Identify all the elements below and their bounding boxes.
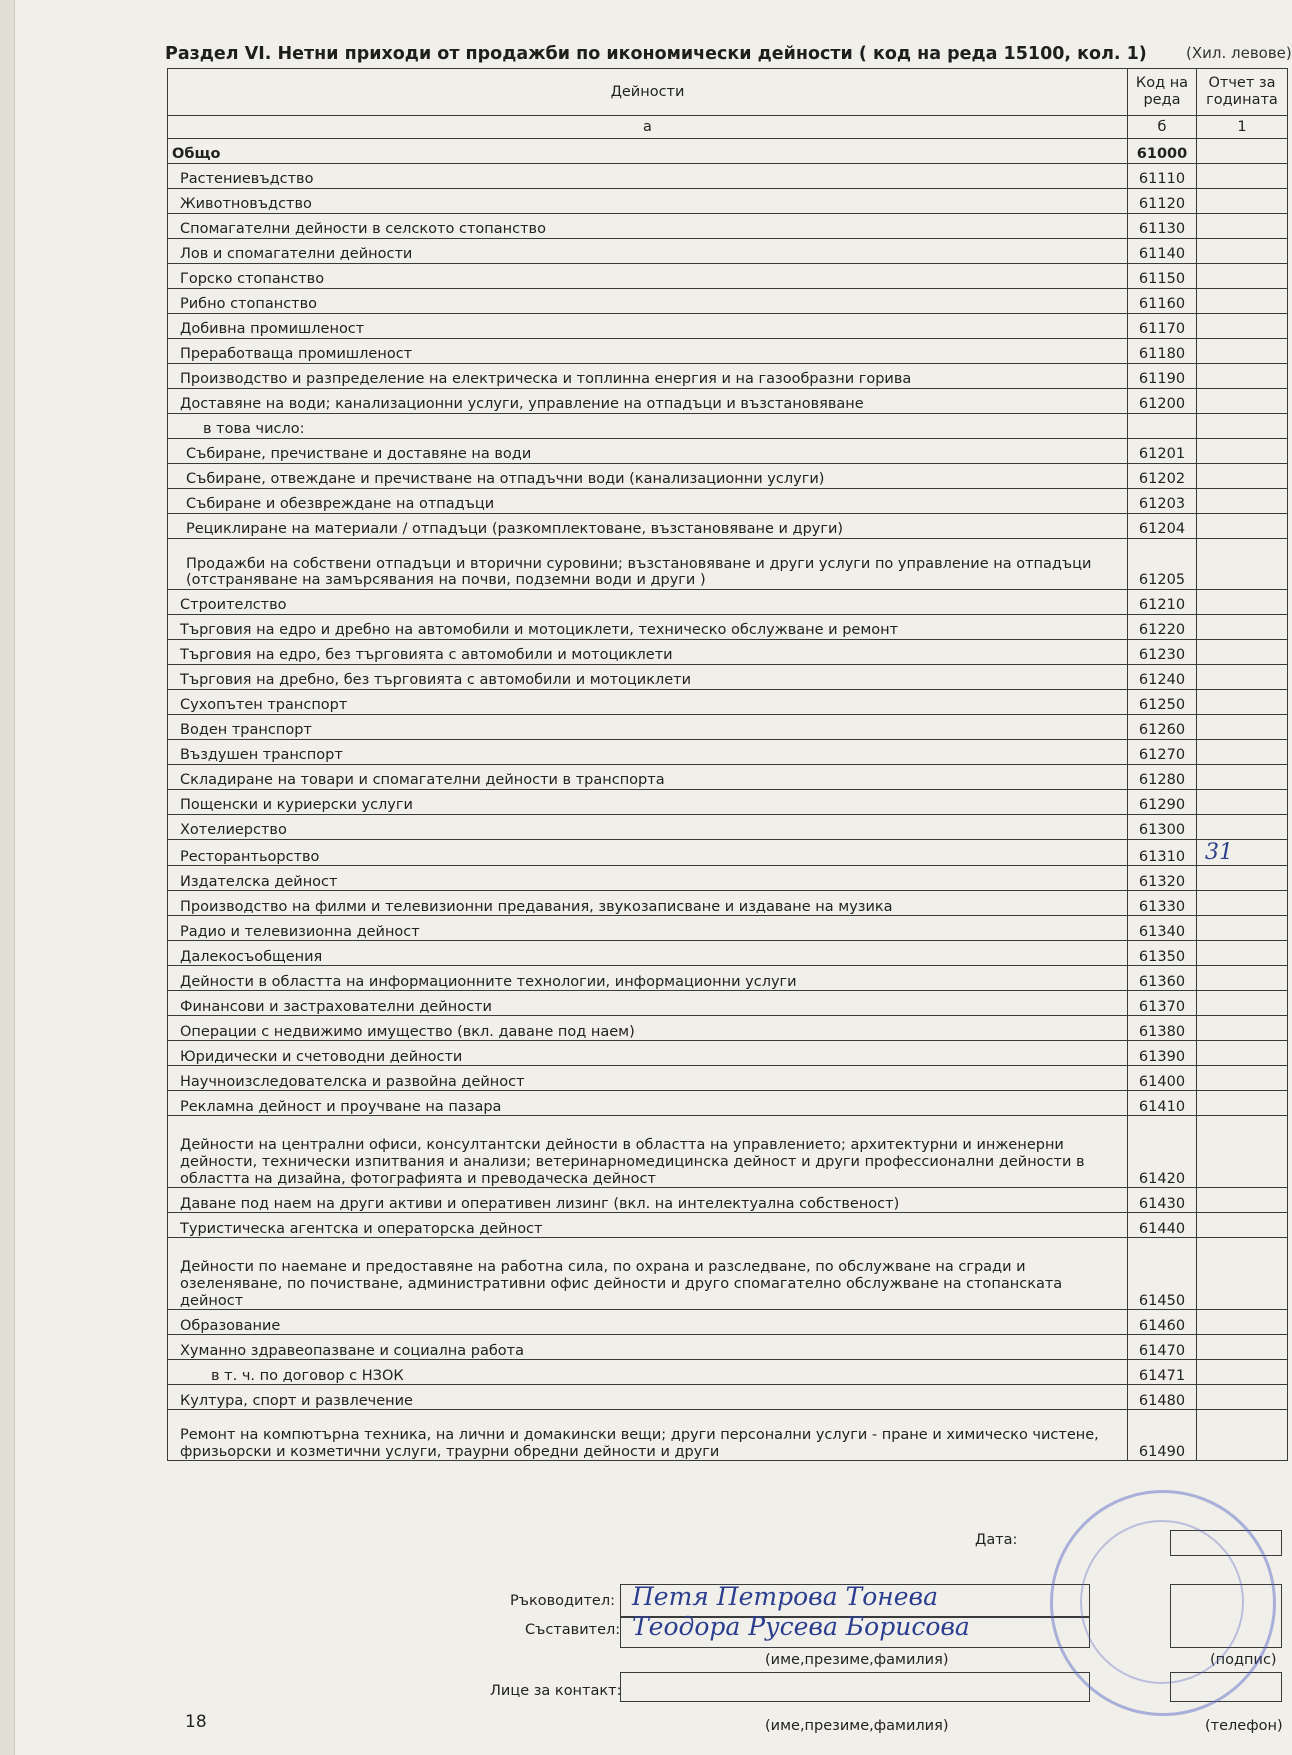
- table-row: [168, 690, 1288, 715]
- row-activity-label: Ресторантьорство: [168, 840, 1128, 866]
- row-activity-label: Пощенски и куриерски услуги: [168, 790, 1128, 815]
- row-value-field[interactable]: [1197, 539, 1288, 590]
- row-value-field[interactable]: [1197, 289, 1288, 314]
- table-row: [168, 139, 1288, 164]
- row-value-field[interactable]: [1197, 464, 1288, 489]
- row-value-field[interactable]: [1197, 239, 1288, 264]
- row-activity-label: Доставяне на води; канализационни услуги, управление на отпадъци и възстановяване: [168, 389, 1128, 414]
- row-code: 61210: [1128, 590, 1197, 615]
- table-row: [168, 264, 1288, 289]
- row-code: 61460: [1128, 1310, 1197, 1335]
- table-row: [168, 389, 1288, 414]
- table-row: [168, 539, 1288, 590]
- row-value-field[interactable]: [1197, 1041, 1288, 1066]
- row-value-field[interactable]: [1197, 866, 1288, 891]
- table-row: [168, 1016, 1288, 1041]
- table-row: [168, 590, 1288, 615]
- table-row: [168, 239, 1288, 264]
- row-value-field[interactable]: [1197, 715, 1288, 740]
- compiler-signature: Теодора Русева Борисова: [632, 1612, 970, 1641]
- row-value-field[interactable]: [1197, 1213, 1288, 1238]
- row-code: 61370: [1128, 991, 1197, 1016]
- activities-table: [167, 68, 1288, 1461]
- row-code: 61480: [1128, 1385, 1197, 1410]
- row-activity-label: Въздушен транспорт: [168, 740, 1128, 765]
- row-activity-label: Събиране, пречистване и доставяне на води: [168, 439, 1128, 464]
- row-value-field[interactable]: [1197, 590, 1288, 615]
- table-row: [168, 1213, 1288, 1238]
- row-code: 61440: [1128, 1213, 1197, 1238]
- table-row: [168, 916, 1288, 941]
- row-code: 61202: [1128, 464, 1197, 489]
- table-row: [168, 464, 1288, 489]
- row-activity-label: Строителство: [168, 590, 1128, 615]
- table-row: [168, 1091, 1288, 1116]
- units-label: (Хил. левове): [1186, 44, 1292, 62]
- row-value-field[interactable]: [1197, 815, 1288, 840]
- table-row: [168, 414, 1288, 439]
- table-row: [168, 1360, 1288, 1385]
- row-code: 61340: [1128, 916, 1197, 941]
- row-code: 61200: [1128, 389, 1197, 414]
- row-activity-label: Дейности по наемане и предоставяне на работна сила, по охрана и разследване, по обслужване на сгради и озеленяване, по почистване, административни офис дейности и друго спомагателно обслужване на стопанската дейност: [168, 1238, 1128, 1310]
- page-number: 18: [185, 1712, 207, 1732]
- row-value-field[interactable]: [1197, 1116, 1288, 1188]
- row-activity-label: Складиране на товари и спомагателни дейности в транспорта: [168, 765, 1128, 790]
- row-activity-label: в това число:: [168, 414, 1128, 439]
- row-activity-label: Общо: [168, 139, 1128, 164]
- table-row: [168, 1238, 1288, 1310]
- row-value-field[interactable]: [1197, 740, 1288, 765]
- name-hint: (име,презиме,фамилия): [765, 1652, 949, 1668]
- table-row: [168, 214, 1288, 239]
- row-value-field[interactable]: [1197, 941, 1288, 966]
- table-row: [168, 765, 1288, 790]
- row-activity-label: Търговия на едро, без търговията с автомобили и мотоциклети: [168, 640, 1128, 665]
- row-value-field[interactable]: [1197, 665, 1288, 690]
- row-code: 61140: [1128, 239, 1197, 264]
- table-row: [168, 439, 1288, 464]
- official-stamp-inner-ring: [1080, 1520, 1244, 1684]
- row-code: 61250: [1128, 690, 1197, 715]
- phone-hint: (телефон): [1205, 1718, 1283, 1734]
- row-value-field[interactable]: [1197, 690, 1288, 715]
- table-row: [168, 740, 1288, 765]
- row-code: 61450: [1128, 1238, 1197, 1310]
- row-activity-label: Спомагателни дейности в селското стопанство: [168, 214, 1128, 239]
- header-report: Отчет за годината: [1197, 69, 1288, 116]
- row-value-field[interactable]: [1197, 966, 1288, 991]
- row-activity-label: Воден транспорт: [168, 715, 1128, 740]
- row-activity-label: Даване под наем на други активи и оперативен лизинг (вкл. на интелектуална собственост): [168, 1188, 1128, 1213]
- row-activity-label: Дейности в областта на информационните технологии, информационни услуги: [168, 966, 1128, 991]
- row-value-field[interactable]: [1197, 640, 1288, 665]
- table-row: [168, 790, 1288, 815]
- row-value-field[interactable]: [1197, 790, 1288, 815]
- table-row: [168, 314, 1288, 339]
- row-value-field[interactable]: [1197, 1335, 1288, 1360]
- row-value-field[interactable]: [1197, 1016, 1288, 1041]
- table-row: [168, 715, 1288, 740]
- row-code: 61190: [1128, 364, 1197, 389]
- table-row: [168, 966, 1288, 991]
- row-value-field[interactable]: [1197, 339, 1288, 364]
- row-activity-label: Лов и спомагателни дейности: [168, 239, 1128, 264]
- table-row: [168, 1066, 1288, 1091]
- row-value-field[interactable]: [1197, 514, 1288, 539]
- row-value-field[interactable]: [1197, 414, 1288, 439]
- row-code: 61205: [1128, 539, 1197, 590]
- row-activity-label: Хотелиерство: [168, 815, 1128, 840]
- table-row: [168, 991, 1288, 1016]
- row-value-field[interactable]: [1197, 1360, 1288, 1385]
- row-code: 61410: [1128, 1091, 1197, 1116]
- row-value-field[interactable]: [1197, 189, 1288, 214]
- table-row: [168, 840, 1288, 866]
- table-row: [168, 1410, 1288, 1461]
- row-code: 61160: [1128, 289, 1197, 314]
- table-subheader-row: [168, 116, 1288, 139]
- row-activity-label: Търговия на едро и дребно на автомобили и мотоциклети, техническо обслужване и ремонт: [168, 615, 1128, 640]
- row-code: 61300: [1128, 815, 1197, 840]
- row-activity-label: Животновъдство: [168, 189, 1128, 214]
- row-code: 61240: [1128, 665, 1197, 690]
- row-value-field[interactable]: [1197, 489, 1288, 514]
- row-value-field[interactable]: [1197, 439, 1288, 464]
- header-activity: Дейности: [168, 69, 1128, 116]
- row-code: 61000: [1128, 139, 1197, 164]
- row-code: 61203: [1128, 489, 1197, 514]
- table-row: [168, 1335, 1288, 1360]
- row-code: 61260: [1128, 715, 1197, 740]
- row-code: 61310: [1128, 840, 1197, 866]
- row-code: 61430: [1128, 1188, 1197, 1213]
- row-value-field[interactable]: [1197, 364, 1288, 389]
- row-value-field[interactable]: 31: [1197, 840, 1288, 866]
- row-value-field[interactable]: [1197, 916, 1288, 941]
- manager-signature: Петя Петрова Тонева: [632, 1582, 939, 1611]
- row-code: 61390: [1128, 1041, 1197, 1066]
- row-value-field[interactable]: [1197, 164, 1288, 189]
- table-row: [168, 815, 1288, 840]
- table-row: [168, 640, 1288, 665]
- subheader-report: 1: [1197, 116, 1288, 139]
- table-row: [168, 364, 1288, 389]
- table-row: [168, 189, 1288, 214]
- table-row: [168, 289, 1288, 314]
- row-code: 61230: [1128, 640, 1197, 665]
- row-activity-label: Операции с недвижимо имущество (вкл. даване под наем): [168, 1016, 1128, 1041]
- table-header-row: [168, 69, 1288, 116]
- row-value-field[interactable]: [1197, 891, 1288, 916]
- row-activity-label: Научноизследователска и развойна дейност: [168, 1066, 1128, 1091]
- row-code: 61330: [1128, 891, 1197, 916]
- row-activity-label: Събиране, отвеждане и пречистване на отпадъчни води (канализационни услуги): [168, 464, 1128, 489]
- row-value-field[interactable]: [1197, 314, 1288, 339]
- row-activity-label: в т. ч. по договор с НЗОК: [168, 1360, 1128, 1385]
- row-code: 61360: [1128, 966, 1197, 991]
- subheader-activity: а: [168, 116, 1128, 139]
- row-activity-label: Продажби на собствени отпадъци и вторични суровини; възстановяване и други услуги по управление на отпадъци (отстраняване на замърсявания на почви, подземни води и други ): [168, 539, 1128, 590]
- row-activity-label: Ремонт на компютърна техника, на лични и домакински вещи; други персонални услуги - пране и химическо чистене, фризьорски и козметични услуги, траурни обредни дейности и други: [168, 1410, 1128, 1461]
- row-code: 61420: [1128, 1116, 1197, 1188]
- contact-label: Лице за контакт:: [490, 1683, 622, 1699]
- row-activity-label: Юридически и счетоводни дейности: [168, 1041, 1128, 1066]
- row-activity-label: Горско стопанство: [168, 264, 1128, 289]
- row-code: 61170: [1128, 314, 1197, 339]
- row-value-field[interactable]: [1197, 1238, 1288, 1310]
- row-activity-label: Култура, спорт и развлечение: [168, 1385, 1128, 1410]
- row-code: 61290: [1128, 790, 1197, 815]
- row-activity-label: Издателска дейност: [168, 866, 1128, 891]
- row-value-field[interactable]: [1197, 139, 1288, 164]
- table-row: [168, 1310, 1288, 1335]
- row-value-field[interactable]: [1197, 1410, 1288, 1461]
- row-value-field[interactable]: [1197, 1385, 1288, 1410]
- row-code: 61400: [1128, 1066, 1197, 1091]
- signature-hint: (подпис): [1210, 1652, 1277, 1668]
- row-activity-label: Събиране и обезвреждане на отпадъци: [168, 489, 1128, 514]
- row-activity-label: Сухопътен транспорт: [168, 690, 1128, 715]
- row-value-field[interactable]: [1197, 389, 1288, 414]
- table-row: [168, 866, 1288, 891]
- table-row: [168, 665, 1288, 690]
- row-value-field[interactable]: [1197, 1310, 1288, 1335]
- row-activity-label: Туристическа агентска и операторска дейност: [168, 1213, 1128, 1238]
- compiler-label: Съставител:: [525, 1622, 621, 1638]
- table-row: [168, 891, 1288, 916]
- table-row: [168, 489, 1288, 514]
- row-activity-label: Финансови и застрахователни дейности: [168, 991, 1128, 1016]
- row-value-field[interactable]: [1197, 1188, 1288, 1213]
- date-label: Дата:: [975, 1532, 1018, 1548]
- row-activity-label: Добивна промишленост: [168, 314, 1128, 339]
- table-row: [168, 615, 1288, 640]
- row-activity-label: Производство и разпределение на електрическа и топлинна енергия и на газообразни горива: [168, 364, 1128, 389]
- row-code: [1128, 414, 1197, 439]
- row-code: 61201: [1128, 439, 1197, 464]
- table-row: [168, 339, 1288, 364]
- page-binding-edge: [0, 0, 15, 1755]
- subheader-code: б: [1128, 116, 1197, 139]
- row-activity-label: Производство на филми и телевизионни предавания, звукозаписване и издаване на музика: [168, 891, 1128, 916]
- row-code: 61270: [1128, 740, 1197, 765]
- row-code: 61490: [1128, 1410, 1197, 1461]
- row-code: 61470: [1128, 1335, 1197, 1360]
- row-activity-label: Хуманно здравеопазване и социална работа: [168, 1335, 1128, 1360]
- row-value-field[interactable]: [1197, 264, 1288, 289]
- row-value-field[interactable]: [1197, 615, 1288, 640]
- row-value-field[interactable]: [1197, 1066, 1288, 1091]
- row-code: 61380: [1128, 1016, 1197, 1041]
- row-activity-label: Растениевъдство: [168, 164, 1128, 189]
- table-row: [168, 1188, 1288, 1213]
- row-code: 61471: [1128, 1360, 1197, 1385]
- row-value-field[interactable]: [1197, 214, 1288, 239]
- row-activity-label: Образование: [168, 1310, 1128, 1335]
- table-row: [168, 514, 1288, 539]
- contact-name-hint: (име,презиме,фамилия): [765, 1718, 949, 1734]
- row-code: 61350: [1128, 941, 1197, 966]
- row-value-field[interactable]: [1197, 765, 1288, 790]
- row-code: 61320: [1128, 866, 1197, 891]
- row-code: 61204: [1128, 514, 1197, 539]
- row-value-field[interactable]: [1197, 991, 1288, 1016]
- row-activity-label: Преработваща промишленост: [168, 339, 1128, 364]
- row-code: 61180: [1128, 339, 1197, 364]
- row-activity-label: Рециклиране на материали / отпадъци (разкомплектоване, възстановяване и други): [168, 514, 1128, 539]
- table-row: [168, 1041, 1288, 1066]
- row-code: 61110: [1128, 164, 1197, 189]
- row-activity-label: Дейности на централни офиси, консултантски дейности в областта на управлението; архитектурни и инженерни дейности, технически изпитвания и анализи; ветеринарномедицинска дейност и други профессионални дейности в областта на дизайна, фотографията и преводаческа дейност: [168, 1116, 1128, 1188]
- table-row: [168, 1116, 1288, 1188]
- manager-label: Ръководител:: [510, 1593, 616, 1609]
- section-title: Раздел VI. Нетни приходи от продажби по икономически дейности ( код на реда 15100, кол. 1): [165, 44, 1147, 64]
- row-code: 61130: [1128, 214, 1197, 239]
- row-activity-label: Радио и телевизионна дейност: [168, 916, 1128, 941]
- table-row: [168, 164, 1288, 189]
- contact-name-field[interactable]: [620, 1672, 1090, 1702]
- row-activity-label: Рибно стопанство: [168, 289, 1128, 314]
- row-activity-label: Далекосъобщения: [168, 941, 1128, 966]
- row-activity-label: Търговия на дребно, без търговията с автомобили и мотоциклети: [168, 665, 1128, 690]
- table-row: [168, 1385, 1288, 1410]
- row-value-field[interactable]: [1197, 1091, 1288, 1116]
- table-row: [168, 941, 1288, 966]
- header-code: Код на реда: [1128, 69, 1197, 116]
- row-activity-label: Рекламна дейност и проучване на пазара: [168, 1091, 1128, 1116]
- row-code: 61220: [1128, 615, 1197, 640]
- row-code: 61280: [1128, 765, 1197, 790]
- row-code: 61120: [1128, 189, 1197, 214]
- row-code: 61150: [1128, 264, 1197, 289]
